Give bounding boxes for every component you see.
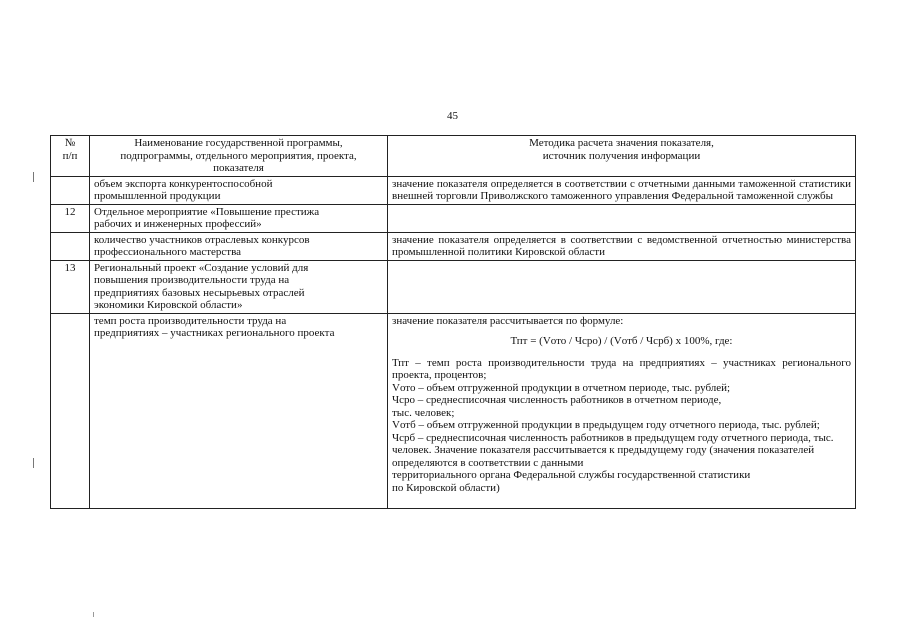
definition-item: Vото – объем отгруженной продукции в отчетном периоде, тыс. рублей; bbox=[392, 381, 731, 394]
table-row bbox=[51, 313, 856, 509]
row-name: объем экспорта конкурентоспособной промышленной продукции bbox=[90, 176, 388, 204]
header-num: № п/п bbox=[51, 136, 90, 177]
row-name: Региональный проект «Создание условий для повышения производительности труда на предприятиях базовых несырьевых отраслей экономики Кировской области» bbox=[90, 260, 388, 313]
row-name: Отдельное мероприятие «Повышение престижа рабочих и инженерных профессий» bbox=[90, 204, 388, 232]
header-method: Методика расчета значения показателя, источник получения информации bbox=[388, 136, 856, 177]
row-name: темп роста производительности труда на предприятиях – участниках регионального проекта bbox=[90, 313, 388, 509]
table-header-row bbox=[51, 136, 856, 177]
row-method: значение показателя определяется в соответствии с отчетными данными таможенной статистики внешней торговли Приволжского таможенного управления Федеральной таможенной службы bbox=[388, 176, 856, 204]
row-method bbox=[388, 313, 856, 509]
definition-item: Тпт – темп роста производительности труда на предприятиях – участниках регионального проекта, процентов; bbox=[392, 356, 851, 381]
table-row bbox=[51, 204, 856, 232]
row-method: значение показателя определяется в соответствии с ведомственной отчетностью министерства промышленной политики Кировской области bbox=[388, 232, 856, 260]
table-row bbox=[51, 232, 856, 260]
definition-item: Чсрб – среднесписочная численность работников в предыдущем году отчетного периода, тыс. человек. Значение показателя рассчитывается к предыдущему году (значения показателей определяются в соответствии с данными территориального органа Федеральной службы государственной статистики по Кировской области) bbox=[392, 431, 834, 494]
page-number: 45 bbox=[447, 110, 458, 122]
margin-tick bbox=[93, 612, 94, 617]
margin-mark bbox=[33, 458, 36, 468]
definition-item: Чсро – среднесписочная численность работников в отчетном периоде, тыс. человек; bbox=[392, 394, 722, 419]
row-num: 13 bbox=[51, 260, 90, 313]
header-name: Наименование государственной программы, подпрограммы, отдельного мероприятия, проекта, показателя bbox=[90, 136, 388, 177]
row-method bbox=[388, 204, 856, 232]
row-method bbox=[388, 260, 856, 313]
row-num bbox=[51, 232, 90, 260]
formula: Тпт = (Vото / Чсро) / (Vотб / Чсрб) x 100%, где: bbox=[510, 335, 733, 347]
table-row bbox=[51, 260, 856, 313]
row-num bbox=[51, 313, 90, 509]
row-num bbox=[51, 176, 90, 204]
row-name: количество участников отраслевых конкурсов профессионального мастерства bbox=[90, 232, 388, 260]
method-intro: значение показателя рассчитывается по формуле: bbox=[392, 314, 624, 327]
definition-item: Vотб – объем отгруженной продукции в предыдущем году отчетного периода, тыс. рублей; bbox=[392, 419, 820, 431]
indicator-table bbox=[50, 135, 856, 509]
table-row bbox=[51, 176, 856, 204]
margin-mark bbox=[33, 172, 36, 182]
row-num: 12 bbox=[51, 204, 90, 232]
